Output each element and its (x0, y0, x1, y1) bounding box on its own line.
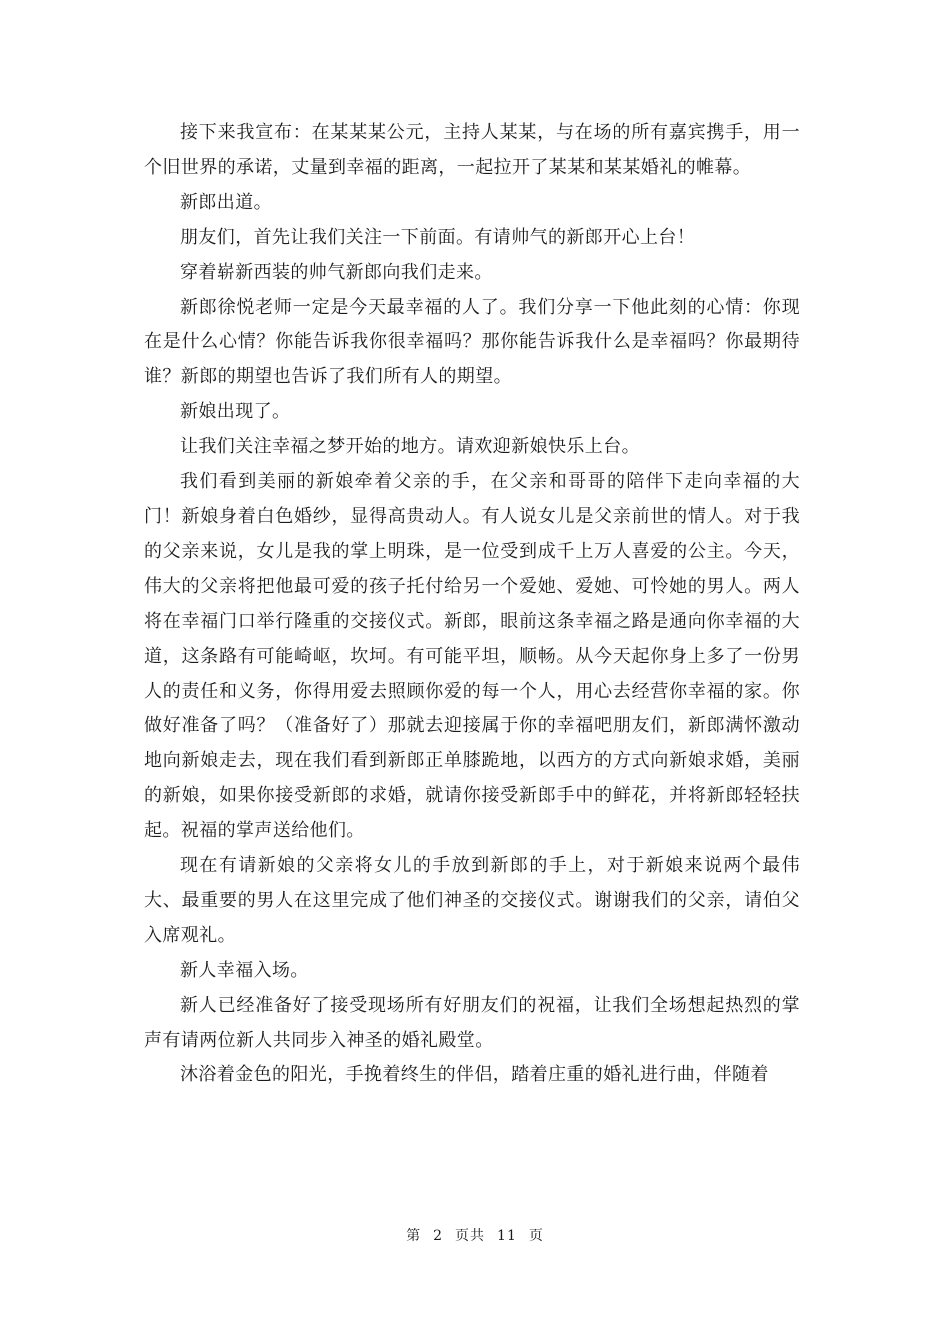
paragraph: 让我们关注幸福之梦开始的地方。请欢迎新娘快乐上台。 (180, 436, 640, 458)
paragraph: 新人已经准备好了接受现场所有好朋友们的祝福，让我们全场想起热烈的掌声有请两位新人共同步入神圣的婚礼殿堂。 (144, 994, 800, 1051)
footer-prefix: 第 (406, 1228, 422, 1244)
paragraph: 新娘出现了。 (180, 401, 291, 423)
paragraph: 现在有请新娘的父亲将女儿的手放到新郎的手上，对于新娘来说两个最伟大、最重要的男人在这里完成了他们神圣的交接仪式。谢谢我们的父亲，请伯父入席观礼。 (144, 855, 800, 946)
page-footer (0, 1226, 950, 1246)
paragraph: 朋友们，首先让我们关注一下前面。有请帅气的新郎开心上台！ (180, 226, 696, 248)
footer-page-number: 2 (433, 1228, 444, 1244)
paragraph: 沐浴着金色的阳光，手挽着终生的伴侣，踏着庄重的婚礼进行曲，伴随着 (180, 1064, 769, 1086)
paragraph: 接下来我宣布：在某某某公元，主持人某某，与在场的所有嘉宾携手，用一个旧世界的承诺，丈量到幸福的距离，一起拉开了某某和某某婚礼的帷幕。 (144, 122, 800, 178)
paragraph: 我们看到美丽的新娘牵着父亲的手，在父亲和哥哥的陪伴下走向幸福的大门！新娘身着白色婚纱，显得高贵动人。有人说女儿是父亲前世的情人。对于我的父亲来说，女儿是我的掌上明珠，是一位受到成千上万人喜爱的公主。今天，伟大的父亲将把他最可爱的孩子托付给另一个爱她、爱她、可怜她的男人。两人将在幸福门口举行隆重的交接仪式。新郎，眼前这条幸福之路是通向你幸福的大道，这条路有可能崎岖，坎坷。有可能平坦，顺畅。从今天起你身上多了一份男人的责任和义务，你得用爱去照顾你爱的每一个人，用心去经营你幸福的家。你做好准备了吗？（准备好了）那就去迎接属于你的幸福吧朋友们，新郎满怀激动地向新娘走去，现在我们看到新郎正单膝跪地，以西方的方式向新娘求婚，美丽的新娘，如果你接受新郎的求婚，就请你接受新郎手中的鲜花，并将新郎轻轻扶起。祝福的掌声送给他们。 (144, 471, 800, 842)
footer-total-pages: 11 (497, 1228, 517, 1244)
paragraph: 新人幸福入场。 (180, 959, 309, 981)
paragraph: 新郎出道。 (180, 191, 272, 213)
footer-suffix: 页 (528, 1228, 544, 1244)
paragraph: 新郎徐悦老师一定是今天最幸福的人了。我们分享一下他此刻的心情：你现在是什么心情？你能告诉我你很幸福吗？那你能告诉我什么是幸福吗？你最期待谁？新郎的期望也告诉了我们所有人的期望。 (144, 296, 800, 388)
document-body (144, 116, 800, 1093)
paragraph: 穿着崭新西装的帅气新郎向我们走来。 (180, 261, 493, 283)
footer-middle: 页共 (455, 1228, 486, 1244)
